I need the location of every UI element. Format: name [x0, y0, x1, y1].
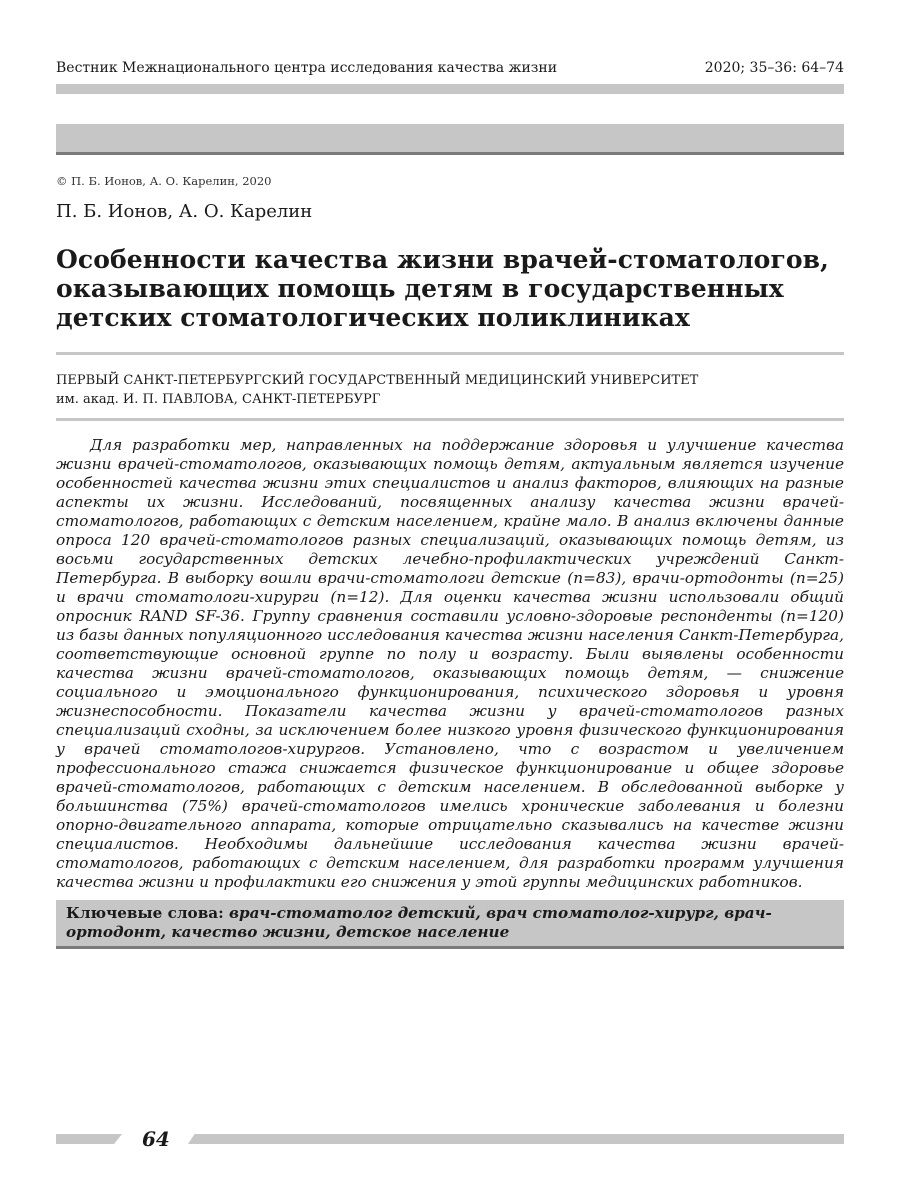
keywords-list: врач-стоматолог детский, врач стоматолог-хирург, врач-ортодонт, качество жизни, детское население [66, 904, 772, 941]
journal-name: Вестник Межнационального центра исследования качества жизни [56, 60, 558, 76]
copyright-line: © П. Б. Ионов, А. О. Карелин, 2020 [56, 174, 272, 188]
keywords-paragraph [66, 904, 834, 942]
authors-line: П. Б. Ионов, А. О. Карелин [56, 201, 313, 222]
title-divider [56, 352, 844, 355]
page-number: 64 [142, 1127, 170, 1151]
citation-pages: 2020; 35–36: 64–74 [704, 60, 844, 76]
running-header [56, 60, 844, 82]
keywords-box [56, 900, 844, 949]
footer-bar-right [188, 1134, 844, 1144]
abstract-text: Для разработки мер, направленных на поддержание здоровья и улучшение качества жизни врачей-стоматологов, оказывающих помощь детям, актуальным является изучение особенностей качества жизни этих специалистов и анализ факторов, влияющих на разные аспекты их жизни. Исследований, посвященных анализу качества жизни врачей-стоматологов, работающих с детским населением, крайне мало. В анализ включены данные опроса 120 врачей-стоматологов разных специализаций, оказывающих помощь детям, из восьми государственных детских лечебно-профилактических учреждений Санкт-Петербурга. В выборку вошли врачи-стоматологи детские (n=83), врачи-ортодонты (n=25) и врачи стоматологи-хирурги (n=12). Для оценки качества жизни использовали общий опросник RAND SF-36. Группу сравнения составили условно-здоровые респонденты (n=120) из базы данных популяционного исследования качества жизни населения Санкт-Петербурга, соответствующие основной группе по полу и возрасту. Были выявлены особенности качества жизни врачей-стоматологов, оказывающих помощь детям, — снижение социального и эмоционального функционирования, психического здоровья и уровня жизнеспособности. Показатели качества жизни у врачей-стоматологов разных специализаций сходны, за исключением более низкого уровня физического функционирования у врачей стоматологов-хирургов. Установлено, что с возрастом и увеличением профессионального стажа снижается физическое функционирование и общее здоровье врачей-стоматологов, работающих с детским населением. В обследованной выборке у большинства (75%) врачей-стоматологов имелись хронические заболевания и болезни опорно-двигательного аппарата, которые отрицательно сказывались на качестве жизни специалистов. Необходимы дальнейшие исследования качества жизни врачей-стоматологов, работающих с детским населением, для разработки программ улучшения качества жизни и профилактики его снижения у этой группы медицинских работников. [56, 436, 844, 891]
header-rule [56, 84, 844, 94]
affiliation-divider [56, 418, 844, 421]
affiliation-line-2: им. акад. И. П. ПАВЛОВА, САНКТ-ПЕТЕРБУРГ [56, 392, 381, 407]
section-banner [56, 124, 844, 155]
article-title: Особенности качества жизни врачей-стоматологов, оказывающих помощь детям в государственных детских стоматологических поликлиниках [56, 245, 829, 332]
affiliation [56, 371, 844, 409]
affiliation-line-1: ПЕРВЫЙ САНКТ-ПЕТЕРБУРГСКИЙ ГОСУДАРСТВЕННЫЙ МЕДИЦИНСКИЙ УНИВЕРСИТЕТ [56, 373, 699, 388]
keywords-label: Ключевые слова: [66, 904, 224, 922]
footer-bar-left [56, 1134, 122, 1144]
